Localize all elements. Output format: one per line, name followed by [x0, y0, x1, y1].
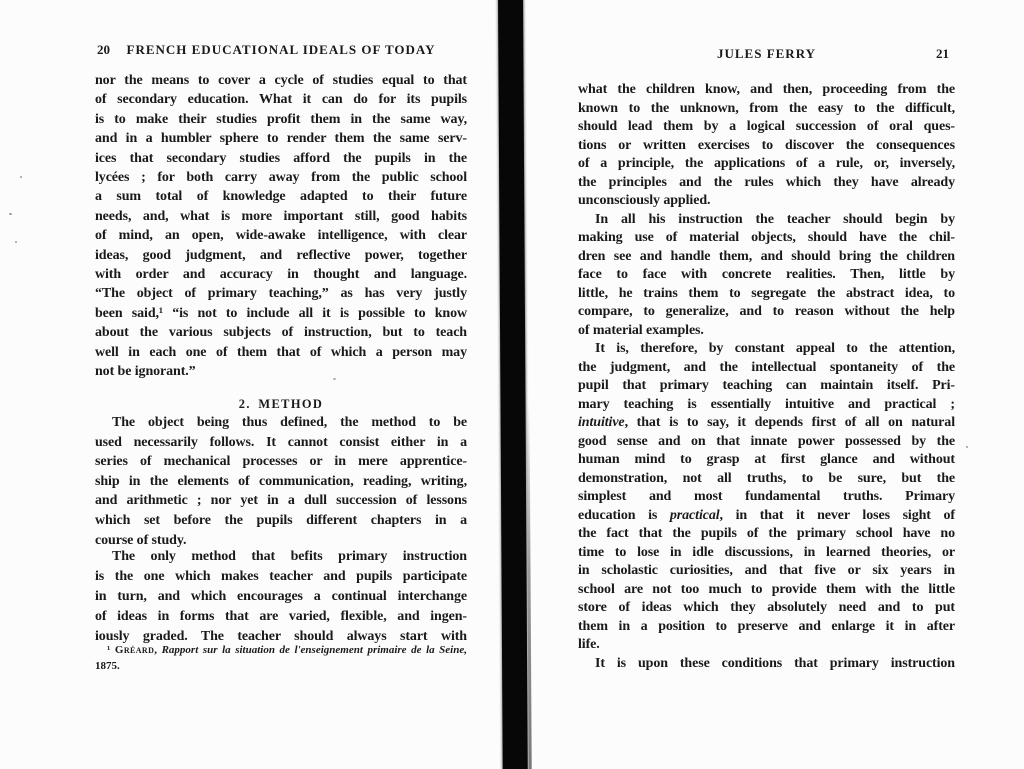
text-line: in turn, and which encourages a continual interchange: [95, 589, 467, 604]
running-head-left: [95, 42, 467, 58]
text-line: of ideas in forms that are varied, flexible, and ingen-: [95, 609, 467, 624]
text-line: course of study.: [95, 532, 187, 548]
text-line: is the one which makes teacher and pupils participate: [95, 569, 467, 584]
running-head-right: [578, 46, 955, 62]
text-line: face to face with concrete realities. Then, little by: [578, 267, 955, 282]
text-line: In all his instruction the teacher should begin by: [595, 211, 955, 227]
text-line: of secondary education. What it can do for its pupils: [95, 92, 467, 108]
scan-speck: [9, 213, 12, 215]
text-line: of material examples.: [578, 322, 704, 338]
scan-speck: [966, 446, 968, 448]
text-line: It is, therefore, by constant appeal to the attention,: [595, 341, 955, 356]
text-line: simplest and most fundamental truths. Primary: [578, 489, 955, 504]
text-line: them in a position to preserve and enlarge it in after: [578, 618, 955, 634]
paragraph-continued: [95, 71, 467, 382]
text-line: the principles and the rules which they have already: [578, 174, 955, 190]
text-line: ¹ Gréard, Rapport sur la situation de l'enseignement primaire de la Seine,: [107, 644, 467, 656]
text-line: little, he trains them to segregate the abstract idea, to: [578, 285, 955, 301]
text-line: ship in the elements of communication, reading, writing,: [95, 473, 467, 489]
text-line: which set before the pupils different chapters in a: [95, 512, 467, 528]
text-line: intuitive, that is to say, it depends first of all on natural: [578, 415, 955, 430]
running-title-left: FRENCH EDUCATIONAL IDEALS OF TODAY: [126, 42, 436, 57]
footnote: [95, 643, 467, 674]
text-line: iously graded. The teacher should always start with: [95, 629, 467, 644]
paragraph: [578, 211, 955, 341]
text-line: used necessarily follows. It cannot consist either in a: [95, 434, 467, 450]
scan-speck: [20, 176, 22, 178]
text-line: of a principle, the applications of a rule, or, inversely,: [578, 156, 955, 171]
book-gutter-shadow: [498, 0, 528, 769]
page-number-left: 20: [97, 42, 110, 57]
text-line: tions or written exercises to discover the consequences: [578, 137, 955, 153]
text-line: not be ignorant.”: [95, 364, 196, 380]
text-line: lycées ; for both carry away from the public school: [95, 170, 467, 186]
running-title-right: JULES FERRY: [716, 46, 817, 61]
section-heading: 2. METHOD: [238, 397, 324, 412]
text-line: store of ideas which they absolutely need and to put: [578, 600, 955, 615]
paragraph: [578, 340, 955, 655]
text-line: “The object of primary teaching,” as has very justly: [95, 286, 467, 302]
text-line: making use of material objects, should have the chil-: [578, 230, 955, 245]
text-line: school are not too much to provide them with the little: [578, 581, 955, 597]
left-text-block: [95, 0, 467, 769]
text-line: needs, and, what is more important still, good habits: [95, 208, 467, 224]
text-line: demonstration, not all truths, to be sure, but the: [578, 470, 955, 486]
text-line: mary teaching is essentially intuitive and practical ;: [578, 396, 955, 412]
text-line: should lead them by a logical succession of oral ques-: [578, 119, 955, 134]
text-line: known to the unknown, from the easy to the difficult,: [578, 100, 955, 116]
text-line: about the various subjects of instruction, but to teach: [95, 325, 467, 341]
right-text-block: [578, 0, 955, 769]
text-line: ices that secondary studies afford the pupils in the: [95, 150, 467, 166]
text-line: is to make their studies profit them in the same way,: [95, 111, 467, 127]
text-line: the judgment, and the intellectual spontaneity of the: [578, 359, 955, 375]
text-line: and arithmetic ; nor yet in a dull succession of lessons: [95, 493, 467, 509]
right-page-body: [578, 81, 955, 673]
page-number-right: 21: [936, 46, 949, 61]
text-line: dren see and handle them, and should bring the children: [578, 248, 955, 264]
text-line: pupil that primary teaching can maintain itself. Pri-: [578, 378, 955, 393]
paragraph: [95, 547, 467, 647]
text-line: of mind, an open, wide-awake intelligence, with clear: [95, 228, 467, 244]
text-line: education is practical, in that it never loses sight of: [578, 507, 955, 523]
text-line: 1875.: [95, 659, 120, 672]
text-line: time to lose in idle discussions, in learned theories, or: [578, 544, 955, 560]
text-line: a sum total of knowledge adapted to their future: [95, 189, 467, 205]
scan-speck: [333, 378, 336, 380]
text-line: and in a humbler sphere to render them the same serv-: [95, 131, 467, 147]
paragraph: [578, 655, 955, 674]
scan-speck: [15, 241, 17, 243]
text-line: the fact that the pupils of the primary school have no: [578, 526, 955, 541]
paragraph-continued: [578, 81, 955, 211]
text-line: unconsciously applied.: [578, 193, 711, 208]
text-line: in scholastic curiosities, and that five or six years in: [578, 563, 955, 578]
text-line: ideas, good judgment, and reflective power, together: [95, 247, 467, 263]
paragraph: [95, 413, 467, 550]
text-line: compare, to generalize, and to reason without the help: [578, 304, 955, 319]
text-line: nor the means to cover a cycle of studies equal to that: [95, 73, 467, 88]
page-left: [0, 0, 499, 769]
text-line: series of mechanical processes or in mere apprentice-: [95, 454, 467, 470]
text-line: The only method that befits primary instruction: [112, 549, 467, 564]
text-line: human mind to grasp at first glance and without: [578, 452, 955, 467]
text-line: life.: [578, 637, 600, 652]
text-line: been said,¹ “is not to include all it is possible to know: [95, 305, 467, 321]
text-line: It is upon these conditions that primary instruction: [595, 655, 955, 671]
text-line: The object being thus defined, the method to be: [112, 415, 467, 430]
text-line: well in each one of them that of which a person may: [95, 344, 467, 360]
page-right: [529, 0, 1024, 769]
text-line: what the children know, and then, proceeding from the: [578, 82, 955, 97]
text-line: with order and accuracy in thought and language.: [95, 267, 467, 283]
text-line: good sense and on that innate power possessed by the: [578, 433, 955, 449]
